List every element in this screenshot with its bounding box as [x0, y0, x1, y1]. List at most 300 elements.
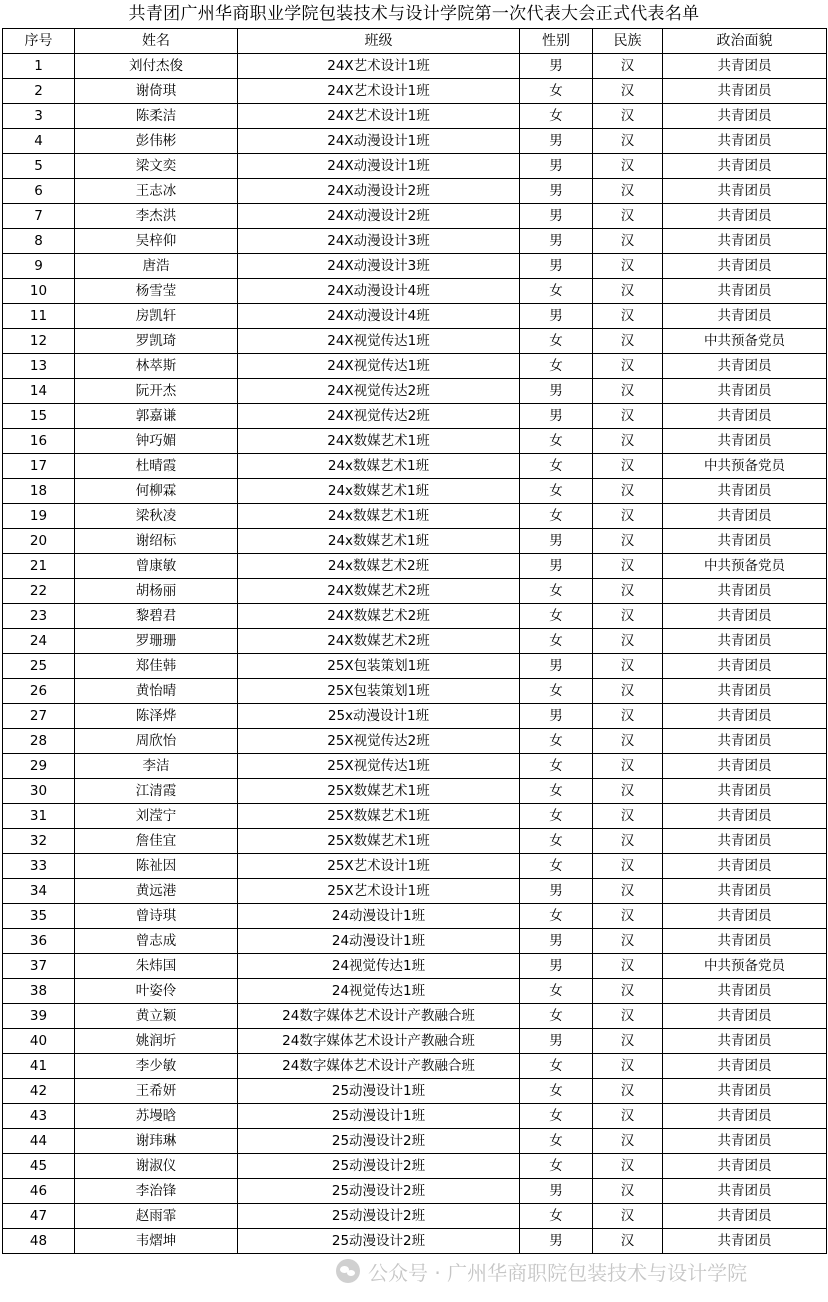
cell-ethnicity: 汉 — [593, 479, 663, 504]
header-index: 序号 — [3, 29, 75, 54]
cell-class: 24视觉传达1班 — [238, 954, 520, 979]
table-row — [3, 54, 827, 79]
cell-political-status: 共青团员 — [663, 1104, 827, 1129]
cell-class: 24X艺术设计1班 — [238, 54, 520, 79]
cell-class: 24视觉传达1班 — [238, 979, 520, 1004]
cell-class: 25动漫设计2班 — [238, 1229, 520, 1254]
cell-political-status: 共青团员 — [663, 879, 827, 904]
cell-gender: 女 — [520, 1104, 593, 1129]
cell-gender: 男 — [520, 929, 593, 954]
cell-gender: 男 — [520, 704, 593, 729]
cell-class: 24X艺术设计1班 — [238, 79, 520, 104]
table-row — [3, 629, 827, 654]
cell-name: 阮开杰 — [75, 379, 238, 404]
cell-name: 黄怡晴 — [75, 679, 238, 704]
table-row — [3, 379, 827, 404]
cell-gender: 女 — [520, 79, 593, 104]
table-row — [3, 404, 827, 429]
table-row — [3, 954, 827, 979]
cell-ethnicity: 汉 — [593, 779, 663, 804]
cell-gender: 女 — [520, 854, 593, 879]
cell-gender: 男 — [520, 129, 593, 154]
cell-ethnicity: 汉 — [593, 329, 663, 354]
cell-ethnicity: 汉 — [593, 104, 663, 129]
table-row — [3, 79, 827, 104]
cell-political-status: 共青团员 — [663, 204, 827, 229]
cell-class: 25x动漫设计1班 — [238, 704, 520, 729]
cell-gender: 男 — [520, 1029, 593, 1054]
cell-name: 江清霞 — [75, 779, 238, 804]
cell-political-status: 共青团员 — [663, 854, 827, 879]
cell-political-status: 中共预备党员 — [663, 329, 827, 354]
table-row — [3, 1179, 827, 1204]
cell-ethnicity: 汉 — [593, 904, 663, 929]
table-row — [3, 204, 827, 229]
cell-ethnicity: 汉 — [593, 854, 663, 879]
cell-name: 苏墁晗 — [75, 1104, 238, 1129]
table-row — [3, 129, 827, 154]
cell-index: 48 — [3, 1229, 75, 1254]
cell-index: 41 — [3, 1054, 75, 1079]
watermark-text: 公众号 · 广州华商职院包装技术与设计学院 — [368, 1260, 748, 1285]
cell-index: 6 — [3, 179, 75, 204]
cell-index: 7 — [3, 204, 75, 229]
cell-name: 唐浩 — [75, 254, 238, 279]
cell-gender: 男 — [520, 154, 593, 179]
cell-index: 12 — [3, 329, 75, 354]
table-row — [3, 579, 827, 604]
table-row — [3, 829, 827, 854]
cell-name: 刘滢宁 — [75, 804, 238, 829]
cell-political-status: 共青团员 — [663, 829, 827, 854]
cell-name: 刘付杰俊 — [75, 54, 238, 79]
cell-political-status: 共青团员 — [663, 479, 827, 504]
cell-index: 28 — [3, 729, 75, 754]
cell-index: 32 — [3, 829, 75, 854]
cell-ethnicity: 汉 — [593, 254, 663, 279]
cell-political-status: 共青团员 — [663, 129, 827, 154]
cell-ethnicity: 汉 — [593, 54, 663, 79]
cell-gender: 男 — [520, 554, 593, 579]
cell-name: 陈柔洁 — [75, 104, 238, 129]
cell-index: 40 — [3, 1029, 75, 1054]
table-header-row — [3, 29, 827, 54]
cell-ethnicity: 汉 — [593, 879, 663, 904]
cell-ethnicity: 汉 — [593, 629, 663, 654]
cell-gender: 女 — [520, 429, 593, 454]
cell-ethnicity: 汉 — [593, 379, 663, 404]
cell-gender: 女 — [520, 479, 593, 504]
cell-gender: 女 — [520, 779, 593, 804]
cell-gender: 女 — [520, 329, 593, 354]
table-row — [3, 704, 827, 729]
cell-gender: 男 — [520, 204, 593, 229]
cell-class: 25X艺术设计1班 — [238, 879, 520, 904]
cell-political-status: 共青团员 — [663, 1204, 827, 1229]
cell-gender: 女 — [520, 1079, 593, 1104]
cell-gender: 男 — [520, 529, 593, 554]
cell-political-status: 共青团员 — [663, 1229, 827, 1254]
cell-political-status: 共青团员 — [663, 54, 827, 79]
cell-political-status: 共青团员 — [663, 379, 827, 404]
cell-gender: 男 — [520, 879, 593, 904]
cell-political-status: 共青团员 — [663, 979, 827, 1004]
cell-political-status: 共青团员 — [663, 179, 827, 204]
cell-class: 25X数媒艺术1班 — [238, 829, 520, 854]
cell-gender: 男 — [520, 379, 593, 404]
cell-class: 24x数媒艺术1班 — [238, 529, 520, 554]
cell-political-status: 共青团员 — [663, 354, 827, 379]
cell-gender: 女 — [520, 679, 593, 704]
cell-index: 35 — [3, 904, 75, 929]
cell-class: 24X动漫设计4班 — [238, 304, 520, 329]
cell-name: 谢淑仪 — [75, 1154, 238, 1179]
cell-gender: 男 — [520, 304, 593, 329]
cell-gender: 男 — [520, 1229, 593, 1254]
table-row — [3, 179, 827, 204]
cell-name: 林萃斯 — [75, 354, 238, 379]
cell-index: 38 — [3, 979, 75, 1004]
table-row — [3, 454, 827, 479]
cell-political-status: 共青团员 — [663, 279, 827, 304]
cell-gender: 女 — [520, 454, 593, 479]
cell-index: 37 — [3, 954, 75, 979]
cell-class: 24X数媒艺术2班 — [238, 629, 520, 654]
cell-index: 5 — [3, 154, 75, 179]
table-row — [3, 504, 827, 529]
table-row — [3, 304, 827, 329]
cell-ethnicity: 汉 — [593, 929, 663, 954]
cell-gender: 女 — [520, 604, 593, 629]
cell-name: 钟巧媚 — [75, 429, 238, 454]
table-row — [3, 679, 827, 704]
table-row — [3, 1204, 827, 1229]
table-row — [3, 279, 827, 304]
cell-ethnicity: 汉 — [593, 529, 663, 554]
cell-name: 谢绍标 — [75, 529, 238, 554]
cell-class: 24X动漫设计2班 — [238, 204, 520, 229]
cell-ethnicity: 汉 — [593, 1004, 663, 1029]
cell-index: 19 — [3, 504, 75, 529]
cell-class: 25动漫设计1班 — [238, 1104, 520, 1129]
cell-name: 梁秋凌 — [75, 504, 238, 529]
cell-class: 25动漫设计2班 — [238, 1179, 520, 1204]
cell-index: 45 — [3, 1154, 75, 1179]
cell-name: 朱炜国 — [75, 954, 238, 979]
cell-class: 24X艺术设计1班 — [238, 104, 520, 129]
cell-ethnicity: 汉 — [593, 1079, 663, 1104]
cell-political-status: 共青团员 — [663, 154, 827, 179]
cell-class: 25X包装策划1班 — [238, 679, 520, 704]
cell-political-status: 共青团员 — [663, 1129, 827, 1154]
table-row — [3, 429, 827, 454]
cell-index: 4 — [3, 129, 75, 154]
cell-ethnicity: 汉 — [593, 454, 663, 479]
document-title: 共青团广州华商职业学院包装技术与设计学院第一次代表大会正式代表名单 — [128, 4, 700, 24]
cell-class: 24数字媒体艺术设计产教融合班 — [238, 1054, 520, 1079]
cell-name: 房凯轩 — [75, 304, 238, 329]
cell-name: 杨雪莹 — [75, 279, 238, 304]
cell-gender: 女 — [520, 1204, 593, 1229]
cell-index: 34 — [3, 879, 75, 904]
watermark — [336, 1256, 816, 1286]
cell-name: 黎碧君 — [75, 604, 238, 629]
cell-ethnicity: 汉 — [593, 1104, 663, 1129]
cell-ethnicity: 汉 — [593, 304, 663, 329]
cell-political-status: 共青团员 — [663, 304, 827, 329]
cell-name: 黄远港 — [75, 879, 238, 904]
cell-class: 25X视觉传达2班 — [238, 729, 520, 754]
cell-class: 24X数媒艺术1班 — [238, 429, 520, 454]
cell-class: 24动漫设计1班 — [238, 904, 520, 929]
cell-index: 16 — [3, 429, 75, 454]
cell-name: 吴梓仰 — [75, 229, 238, 254]
cell-political-status: 共青团员 — [663, 754, 827, 779]
cell-ethnicity: 汉 — [593, 1029, 663, 1054]
cell-gender: 女 — [520, 904, 593, 929]
cell-gender: 男 — [520, 54, 593, 79]
cell-index: 23 — [3, 604, 75, 629]
table-row — [3, 779, 827, 804]
cell-class: 24X视觉传达2班 — [238, 379, 520, 404]
cell-ethnicity: 汉 — [593, 354, 663, 379]
cell-political-status: 共青团员 — [663, 254, 827, 279]
cell-index: 10 — [3, 279, 75, 304]
cell-name: 詹佳宜 — [75, 829, 238, 854]
cell-index: 31 — [3, 804, 75, 829]
cell-index: 29 — [3, 754, 75, 779]
cell-index: 9 — [3, 254, 75, 279]
cell-class: 24X视觉传达1班 — [238, 354, 520, 379]
cell-index: 24 — [3, 629, 75, 654]
table-row — [3, 1129, 827, 1154]
cell-class: 24X动漫设计3班 — [238, 254, 520, 279]
cell-ethnicity: 汉 — [593, 954, 663, 979]
cell-index: 44 — [3, 1129, 75, 1154]
cell-political-status: 共青团员 — [663, 79, 827, 104]
cell-ethnicity: 汉 — [593, 404, 663, 429]
cell-name: 王希妍 — [75, 1079, 238, 1104]
cell-gender: 男 — [520, 254, 593, 279]
cell-class: 24X动漫设计1班 — [238, 129, 520, 154]
table-row — [3, 1054, 827, 1079]
cell-name: 彭伟彬 — [75, 129, 238, 154]
cell-ethnicity: 汉 — [593, 1229, 663, 1254]
header-name: 姓名 — [75, 29, 238, 54]
cell-ethnicity: 汉 — [593, 504, 663, 529]
table-row — [3, 804, 827, 829]
table-row — [3, 554, 827, 579]
cell-ethnicity: 汉 — [593, 704, 663, 729]
cell-index: 47 — [3, 1204, 75, 1229]
table-row — [3, 929, 827, 954]
cell-class: 25动漫设计1班 — [238, 1079, 520, 1104]
cell-ethnicity: 汉 — [593, 1129, 663, 1154]
cell-political-status: 共青团员 — [663, 529, 827, 554]
header-ethnicity: 民族 — [593, 29, 663, 54]
cell-political-status: 共青团员 — [663, 504, 827, 529]
cell-political-status: 中共预备党员 — [663, 954, 827, 979]
cell-name: 李杰洪 — [75, 204, 238, 229]
cell-name: 王志冰 — [75, 179, 238, 204]
cell-ethnicity: 汉 — [593, 604, 663, 629]
cell-class: 25动漫设计2班 — [238, 1154, 520, 1179]
table-row — [3, 254, 827, 279]
cell-class: 24X视觉传达1班 — [238, 329, 520, 354]
table-row — [3, 354, 827, 379]
cell-name: 周欣怡 — [75, 729, 238, 754]
table-row — [3, 879, 827, 904]
cell-name: 李洁 — [75, 754, 238, 779]
table-row — [3, 654, 827, 679]
cell-index: 3 — [3, 104, 75, 129]
cell-index: 21 — [3, 554, 75, 579]
cell-ethnicity: 汉 — [593, 1054, 663, 1079]
cell-gender: 女 — [520, 579, 593, 604]
cell-name: 李少敏 — [75, 1054, 238, 1079]
cell-index: 42 — [3, 1079, 75, 1104]
cell-class: 24X动漫设计1班 — [238, 154, 520, 179]
cell-political-status: 共青团员 — [663, 629, 827, 654]
table-body — [3, 54, 827, 1254]
table-row — [3, 529, 827, 554]
cell-index: 15 — [3, 404, 75, 429]
cell-ethnicity: 汉 — [593, 229, 663, 254]
cell-ethnicity: 汉 — [593, 754, 663, 779]
cell-political-status: 共青团员 — [663, 929, 827, 954]
cell-index: 18 — [3, 479, 75, 504]
cell-class: 25X数媒艺术1班 — [238, 804, 520, 829]
cell-ethnicity: 汉 — [593, 429, 663, 454]
cell-gender: 女 — [520, 1004, 593, 1029]
cell-ethnicity: 汉 — [593, 129, 663, 154]
table-row — [3, 604, 827, 629]
cell-political-status: 共青团员 — [663, 579, 827, 604]
cell-ethnicity: 汉 — [593, 729, 663, 754]
cell-name: 姚润圻 — [75, 1029, 238, 1054]
cell-class: 25X视觉传达1班 — [238, 754, 520, 779]
cell-ethnicity: 汉 — [593, 579, 663, 604]
cell-political-status: 共青团员 — [663, 1154, 827, 1179]
cell-name: 曾康敏 — [75, 554, 238, 579]
table-row — [3, 854, 827, 879]
cell-index: 2 — [3, 79, 75, 104]
cell-gender: 男 — [520, 229, 593, 254]
cell-index: 11 — [3, 304, 75, 329]
cell-ethnicity: 汉 — [593, 179, 663, 204]
table-row — [3, 1104, 827, 1129]
cell-class: 24动漫设计1班 — [238, 929, 520, 954]
cell-political-status: 共青团员 — [663, 804, 827, 829]
cell-political-status: 共青团员 — [663, 604, 827, 629]
cell-gender: 女 — [520, 804, 593, 829]
cell-name: 罗珊珊 — [75, 629, 238, 654]
cell-index: 8 — [3, 229, 75, 254]
cell-gender: 女 — [520, 104, 593, 129]
cell-gender: 女 — [520, 1054, 593, 1079]
cell-name: 罗凯琦 — [75, 329, 238, 354]
cell-name: 叶姿伶 — [75, 979, 238, 1004]
table-row — [3, 1154, 827, 1179]
cell-political-status: 共青团员 — [663, 729, 827, 754]
table-row — [3, 1229, 827, 1254]
cell-name: 陈泽烨 — [75, 704, 238, 729]
cell-name: 谢玮琳 — [75, 1129, 238, 1154]
cell-political-status: 共青团员 — [663, 1079, 827, 1104]
cell-gender: 女 — [520, 504, 593, 529]
cell-class: 24X数媒艺术2班 — [238, 579, 520, 604]
cell-class: 24x数媒艺术1班 — [238, 504, 520, 529]
cell-class: 24X视觉传达2班 — [238, 404, 520, 429]
table-row — [3, 729, 827, 754]
cell-political-status: 共青团员 — [663, 1004, 827, 1029]
cell-class: 24x数媒艺术2班 — [238, 554, 520, 579]
cell-political-status: 中共预备党员 — [663, 554, 827, 579]
cell-gender: 男 — [520, 404, 593, 429]
cell-ethnicity: 汉 — [593, 804, 663, 829]
cell-index: 26 — [3, 679, 75, 704]
cell-ethnicity: 汉 — [593, 554, 663, 579]
cell-gender: 女 — [520, 1129, 593, 1154]
cell-name: 何柳霖 — [75, 479, 238, 504]
cell-name: 郑佳韩 — [75, 654, 238, 679]
cell-political-status: 共青团员 — [663, 654, 827, 679]
table-row — [3, 479, 827, 504]
cell-ethnicity: 汉 — [593, 979, 663, 1004]
cell-index: 1 — [3, 54, 75, 79]
cell-class: 25X包装策划1班 — [238, 654, 520, 679]
cell-political-status: 中共预备党员 — [663, 454, 827, 479]
table-row — [3, 329, 827, 354]
cell-ethnicity: 汉 — [593, 79, 663, 104]
cell-index: 22 — [3, 579, 75, 604]
cell-political-status: 共青团员 — [663, 104, 827, 129]
cell-index: 43 — [3, 1104, 75, 1129]
cell-gender: 女 — [520, 629, 593, 654]
cell-index: 30 — [3, 779, 75, 804]
cell-ethnicity: 汉 — [593, 1154, 663, 1179]
wechat-icon — [336, 1259, 360, 1283]
cell-political-status: 共青团员 — [663, 779, 827, 804]
cell-ethnicity: 汉 — [593, 654, 663, 679]
cell-ethnicity: 汉 — [593, 279, 663, 304]
cell-name: 黄立颖 — [75, 1004, 238, 1029]
cell-gender: 女 — [520, 754, 593, 779]
cell-name: 赵雨霏 — [75, 1204, 238, 1229]
cell-gender: 女 — [520, 1154, 593, 1179]
cell-index: 14 — [3, 379, 75, 404]
cell-class: 25动漫设计2班 — [238, 1129, 520, 1154]
cell-class: 24X动漫设计2班 — [238, 179, 520, 204]
cell-ethnicity: 汉 — [593, 204, 663, 229]
cell-class: 24X动漫设计3班 — [238, 229, 520, 254]
cell-political-status: 共青团员 — [663, 704, 827, 729]
table-row — [3, 154, 827, 179]
table-row — [3, 1079, 827, 1104]
cell-political-status: 共青团员 — [663, 1179, 827, 1204]
cell-index: 46 — [3, 1179, 75, 1204]
cell-gender: 女 — [520, 279, 593, 304]
cell-index: 20 — [3, 529, 75, 554]
cell-index: 33 — [3, 854, 75, 879]
cell-gender: 男 — [520, 654, 593, 679]
cell-political-status: 共青团员 — [663, 1029, 827, 1054]
cell-index: 39 — [3, 1004, 75, 1029]
table-row — [3, 904, 827, 929]
cell-ethnicity: 汉 — [593, 1179, 663, 1204]
cell-name: 谢倚琪 — [75, 79, 238, 104]
cell-ethnicity: 汉 — [593, 679, 663, 704]
